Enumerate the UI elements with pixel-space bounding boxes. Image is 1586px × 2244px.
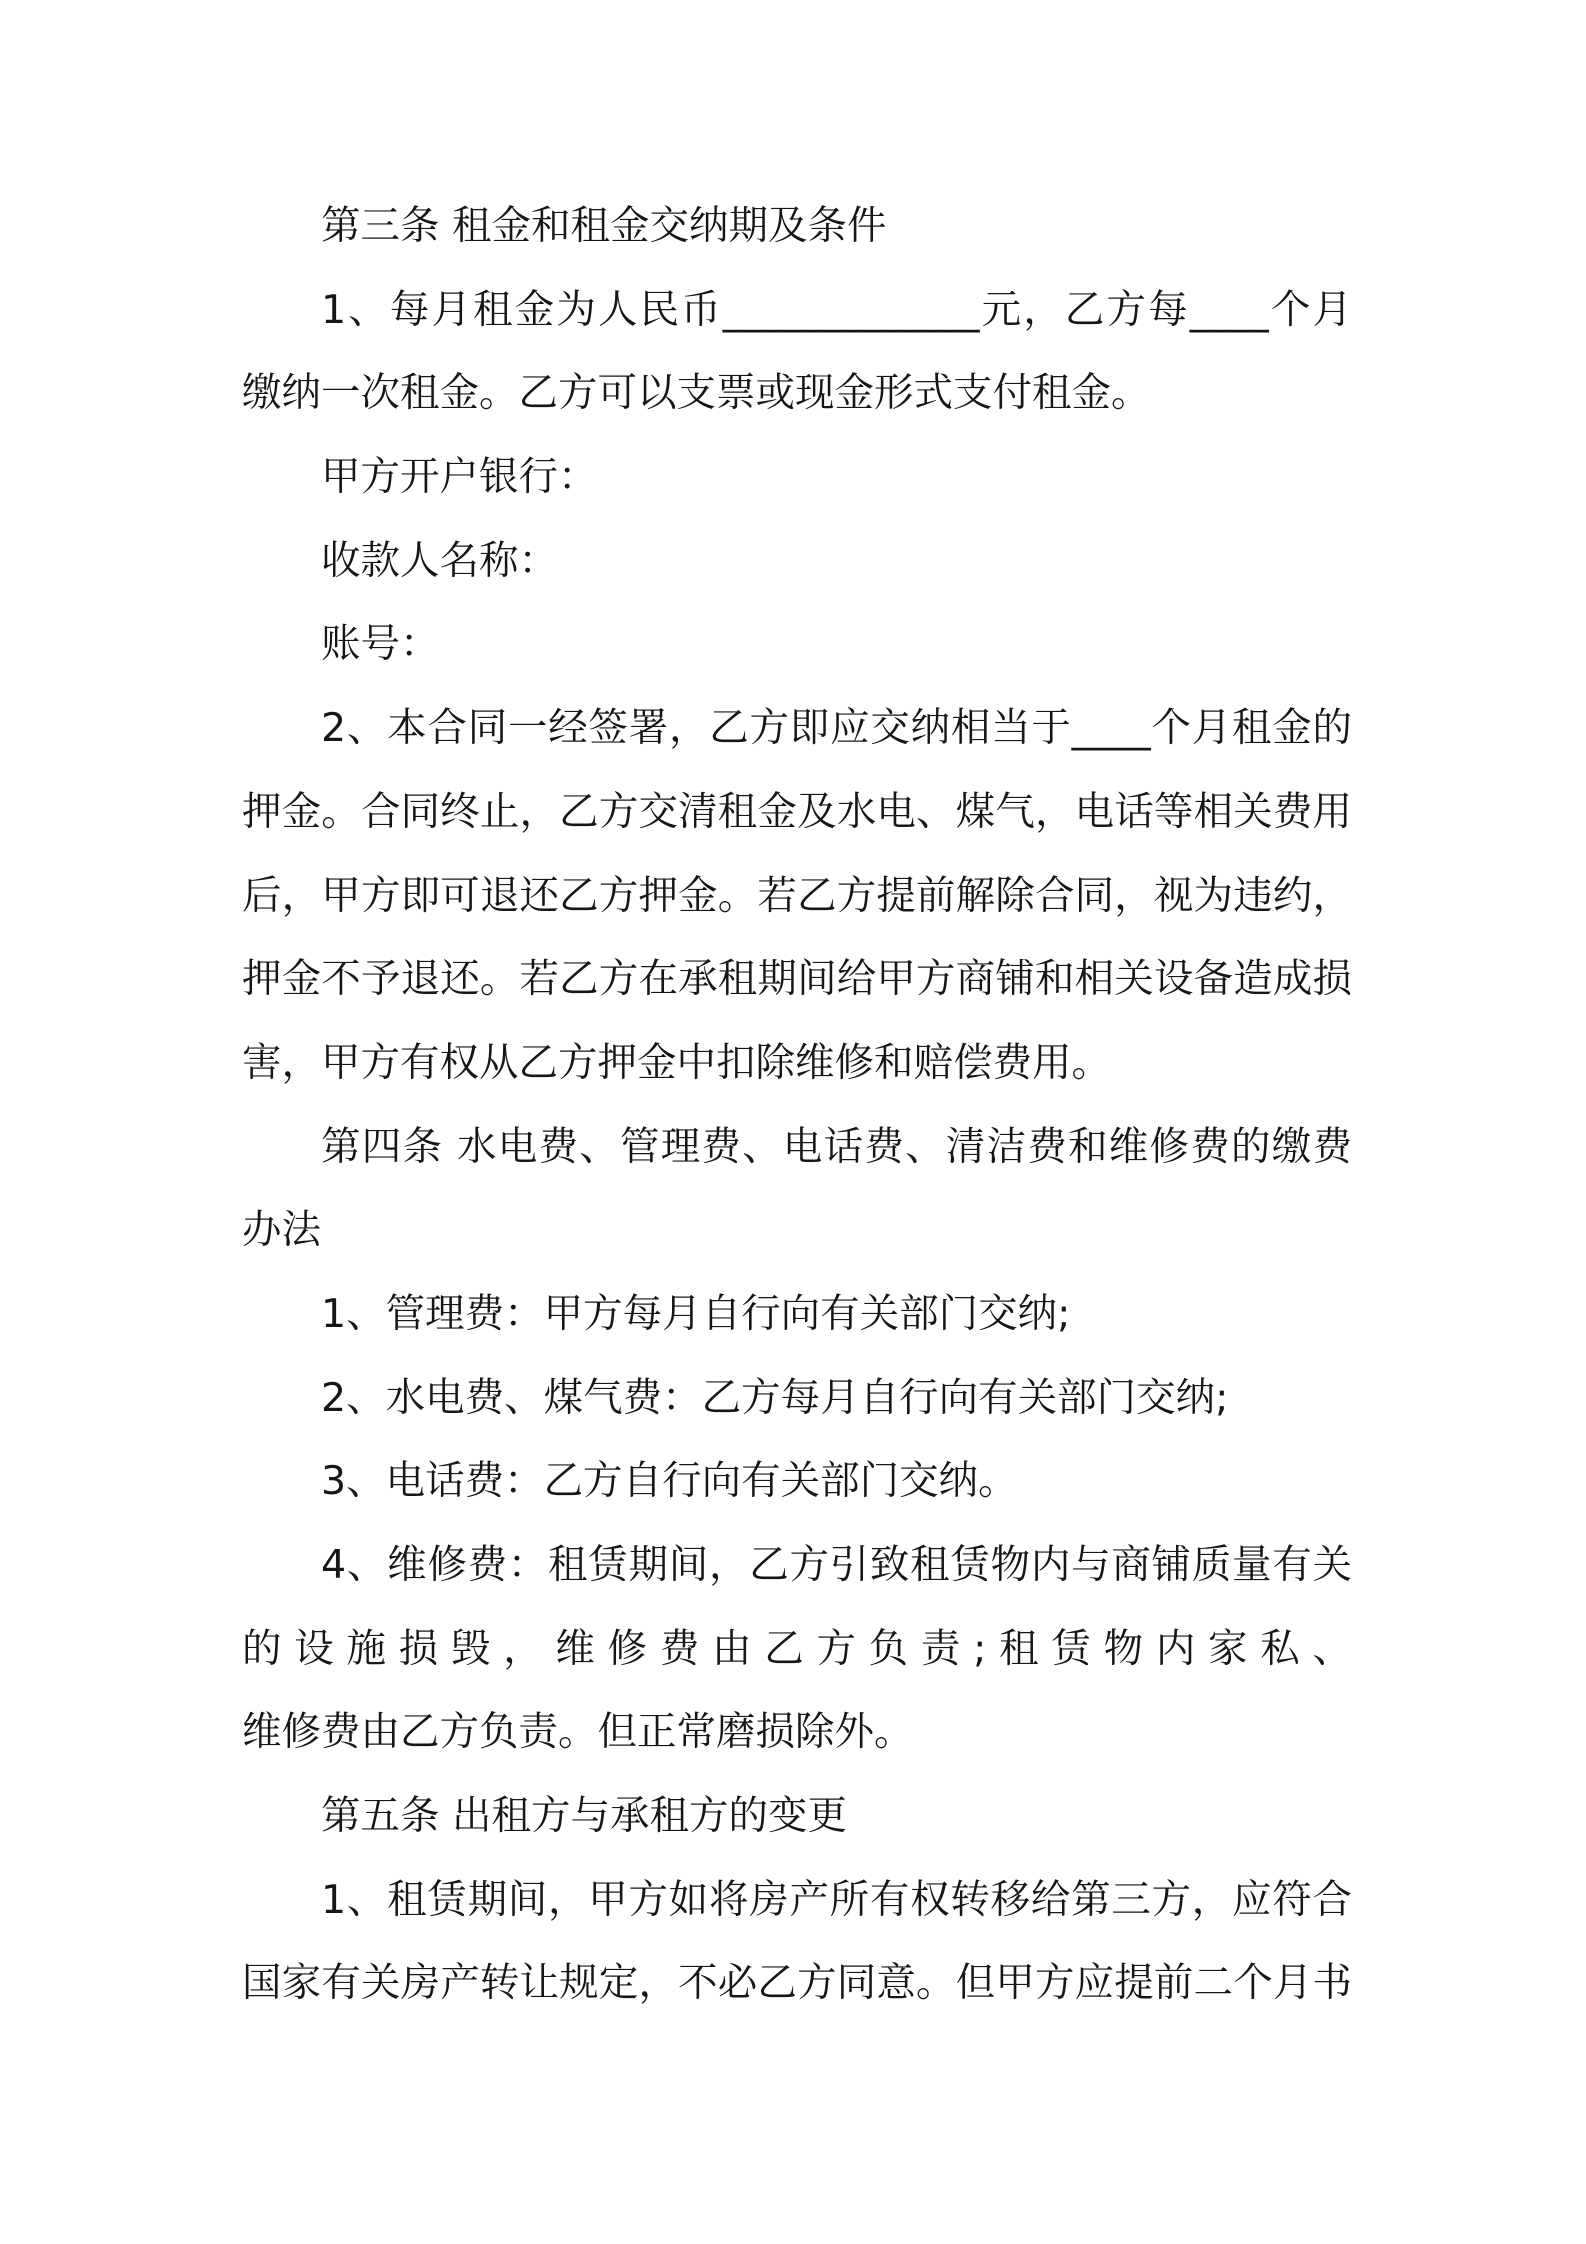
article-5-heading [242,1775,1352,1859]
heading-line: 第三条 租金和租金交纳期及条件 [321,203,887,249]
phone-fee-item [242,1440,1352,1524]
document-page [242,185,1352,2026]
paragraph-line: 1、租赁期间，甲方如将房产所有权转移给第三方，应符合 [321,1876,1352,1923]
paragraph-line: 后，甲方即可退还乙方押金。若乙方提前解除合同，视为违约， [242,872,1352,919]
field-label: 收款人名称： [321,537,558,584]
paragraph-line: 维修费由乙方负责。但正常磨损除外。 [242,1709,914,1756]
paragraph-line: 3、电话费：乙方自行向有关部门交纳。 [321,1458,1018,1505]
article-4-heading [242,1106,1352,1273]
maintenance-fee-item [242,1524,1352,1775]
heading-line: 第五条 出租方与承租方的变更 [321,1793,848,1840]
paragraph-line: 2、本合同一经签署，乙方即应交纳相当于____个月租金的 [321,705,1352,752]
heading-line: 第四条 水电费、管理费、电话费、清洁费和维修费的缴费 [321,1123,1352,1170]
article-3-heading [242,185,1352,269]
paragraph-line: 2、水电费、煤气费：乙方每月自行向有关部门交纳; [321,1374,1229,1421]
paragraph-line: 押金不予退还。若乙方在承租期间给甲方商铺和相关设备造成损 [242,956,1352,1003]
paragraph-line: 4、维修费：租赁期间，乙方引致租赁物内与商铺质量有关 [321,1542,1352,1588]
paragraph-line: 1、每月租金为人民币_____________元，乙方每____个月 [321,286,1352,333]
management-fee-item [242,1273,1352,1357]
paragraph-line: 押金。合同终止，乙方交清租金及水电、煤气，电话等相关费用 [242,788,1352,835]
paragraph-line: 的设施损毁，维修费由乙方负责;租赁物内家私、 [242,1625,1352,1672]
account-field [242,603,1352,687]
heading-line: 办法 [242,1207,321,1254]
ownership-transfer-paragraph [242,1859,1352,2026]
utility-fee-item [242,1357,1352,1441]
rent-amount-paragraph [242,269,1352,436]
deposit-paragraph [242,687,1352,1105]
field-label: 账号： [321,621,440,668]
paragraph-line: 害，甲方有权从乙方押金中扣除维修和赔偿费用。 [242,1039,1111,1086]
payee-field [242,520,1352,604]
paragraph-line: 国家有关房产转让规定，不必乙方同意。但甲方应提前二个月书 [242,1960,1352,2007]
bank-field [242,436,1352,520]
field-label: 甲方开户银行： [321,454,598,501]
paragraph-line: 1、管理费：甲方每月自行向有关部门交纳; [321,1290,1071,1337]
paragraph-line: 缴纳一次租金。乙方可以支票或现金形式支付租金。 [242,370,1151,417]
